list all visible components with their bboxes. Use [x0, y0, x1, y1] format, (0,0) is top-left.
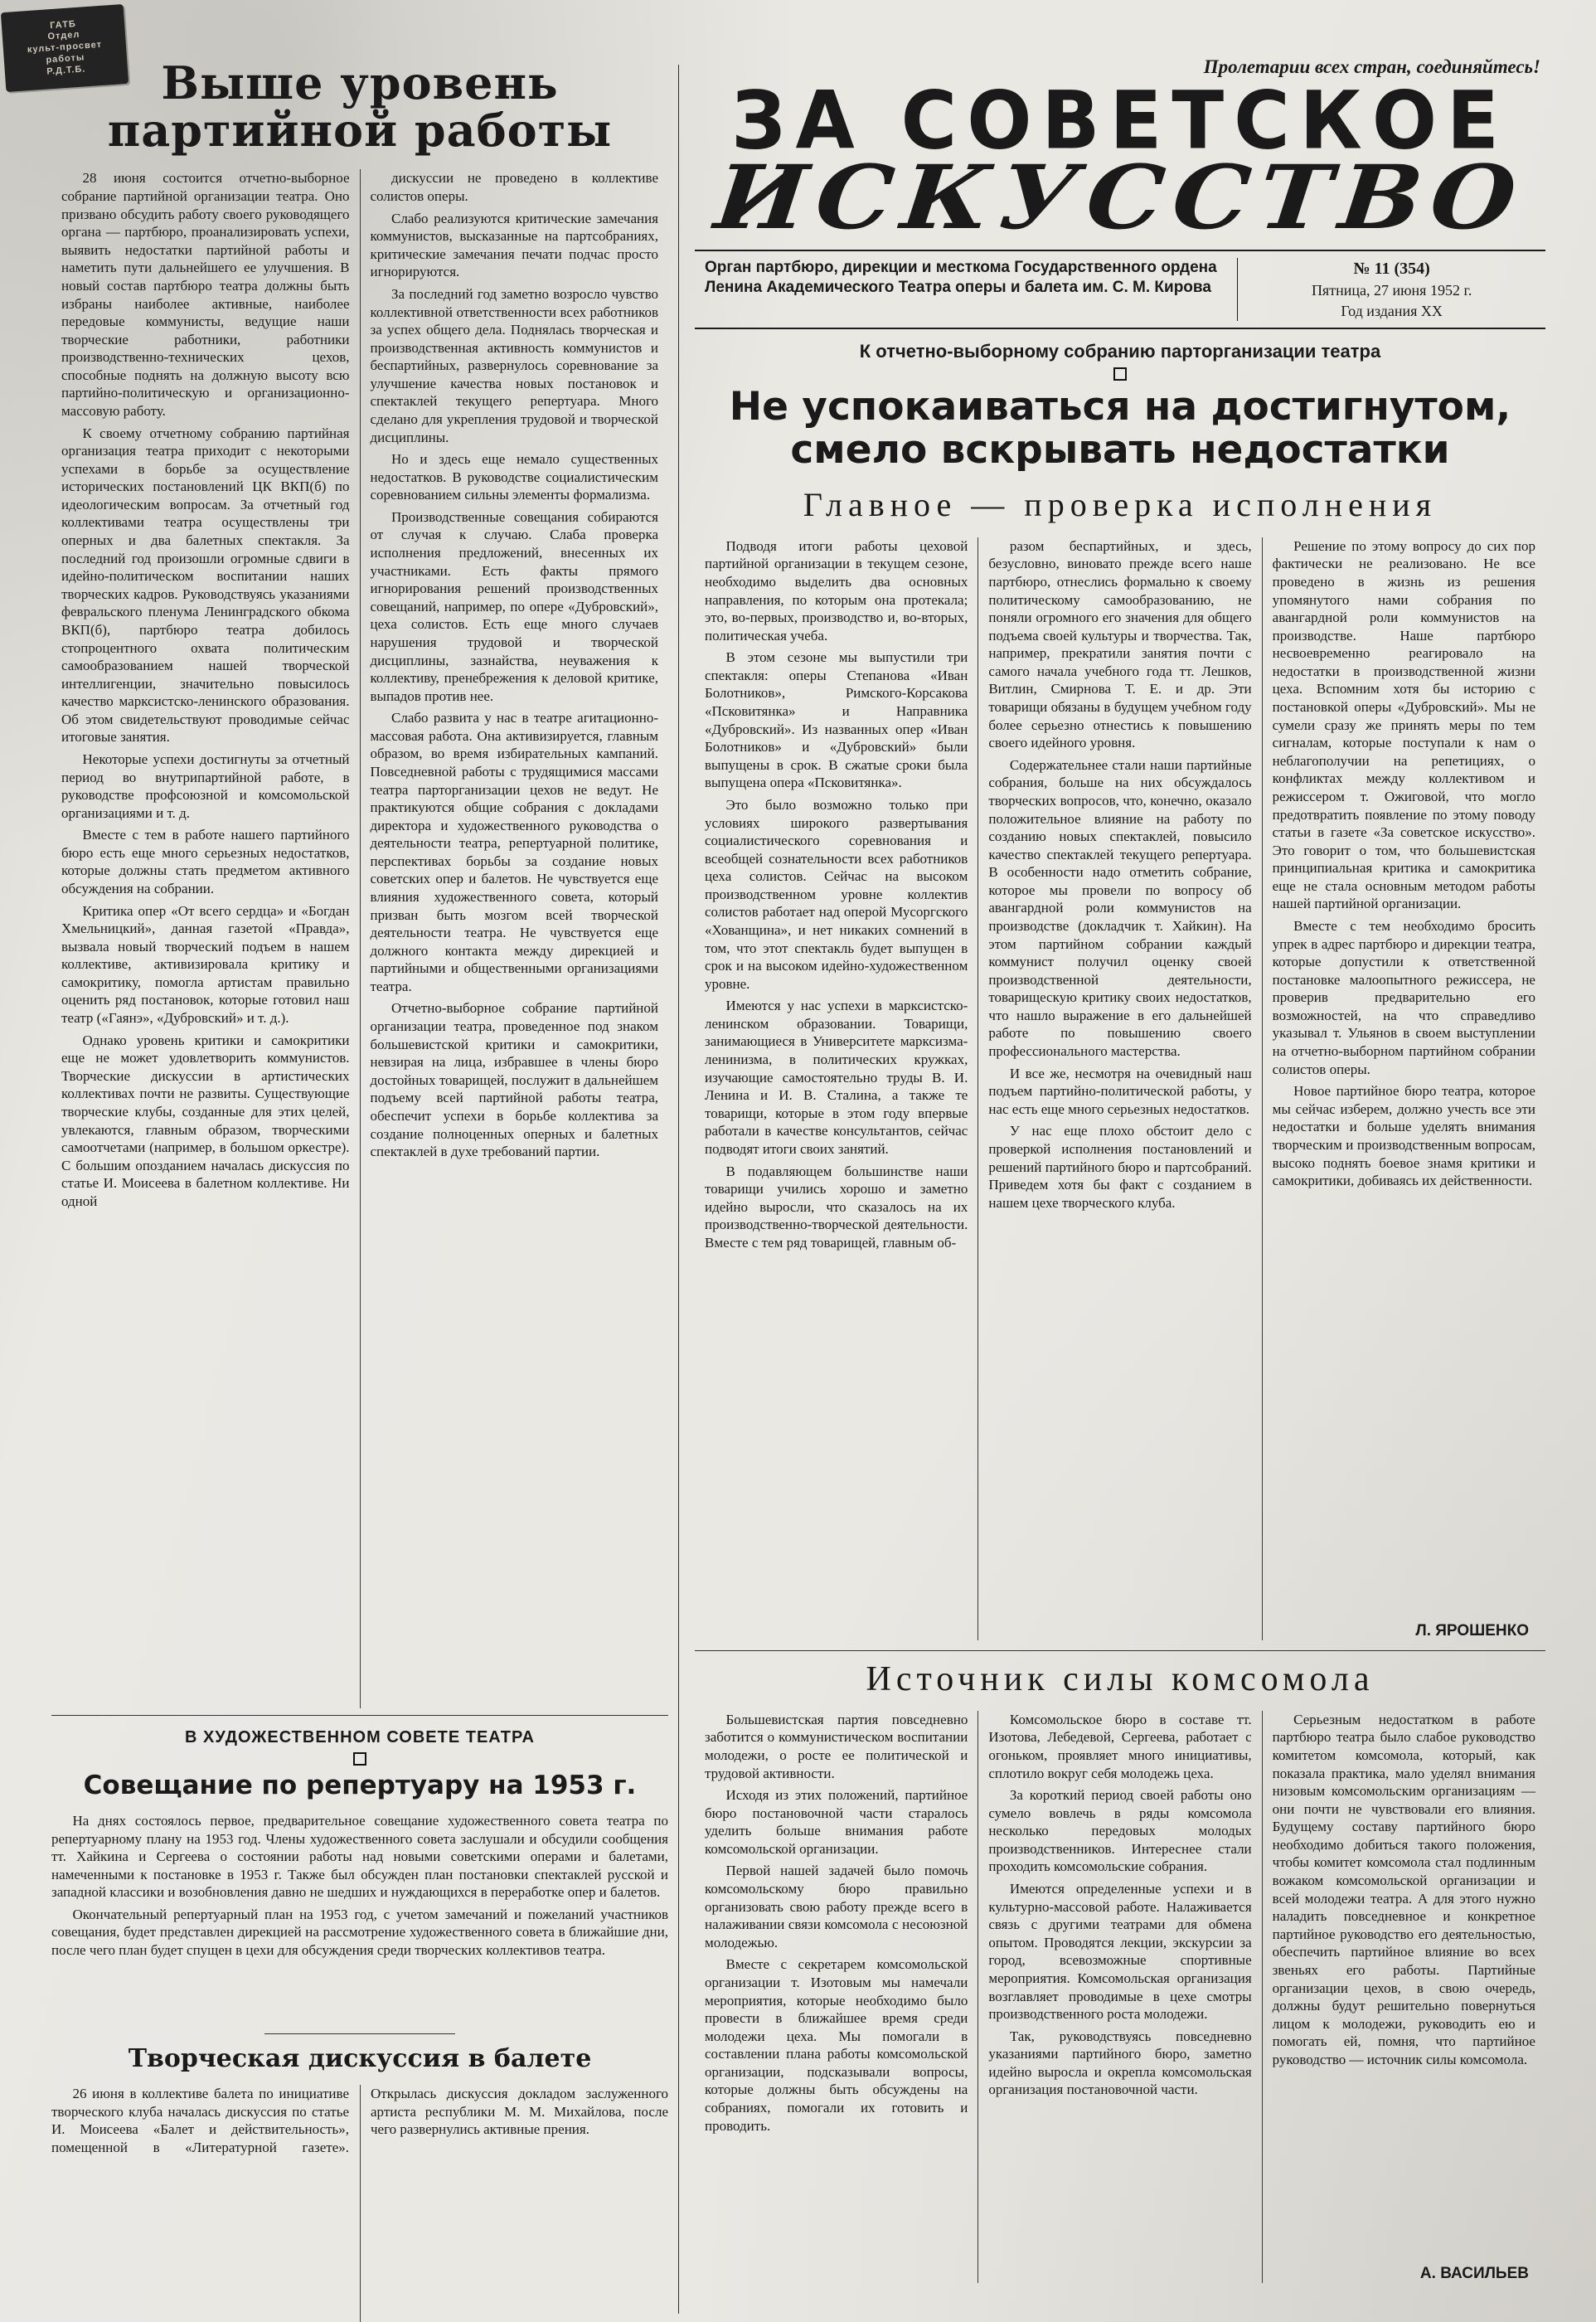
- main-article-headline: [695, 384, 1545, 474]
- paragraph: Новое партийное бюро театра, которое мы сейчас изберем, должно учесть все эти недостатки и больше уделять внимания творческим и производственным вопросам, высоко поднять боевое знамя критики и самокритики, добиваясь их действенности.: [1272, 1083, 1535, 1189]
- paragraph: Вместе с тем в работе нашего партийного бюро есть еще много серьезных недостатков, которые должны стать предметом активного обсуждения на собрании.: [61, 827, 350, 897]
- stamp-line: работы: [46, 52, 85, 66]
- issue-info: [1237, 258, 1545, 322]
- vertical-rule: [678, 65, 679, 2314]
- horizontal-rule: [264, 2033, 455, 2034]
- komsomol-title: Источник силы комсомола: [866, 1659, 1375, 1698]
- horizontal-rule: [51, 1715, 668, 1716]
- issue-date: Пятница, 27 июня 1952 г.: [1311, 281, 1472, 299]
- left-article-column-1: [51, 169, 360, 1708]
- square-ornament-icon: [1113, 367, 1127, 381]
- paragraph: Это было возможно только при условиях широкого развертывания социалистического соревнования и всеобщей сознательности всех работников цеха солистов. Сейчас на высоком производственном уровне коллектив солистов работает над оперой Мусоргского «Хованщина», и нет никаких сомнений в том, что этот спектакль будет выпущен в срок и на высоком идейно-художественном уровне.: [705, 796, 968, 992]
- paragraph: Подводя итоги работы цеховой партийной организации в текущем сезоне, необходимо выделить два основных направления, по которым она протекала; это, во-первых, производство и, во-вторых, политическая учеба.: [705, 537, 968, 644]
- stamp-line: ГАТБ: [49, 18, 77, 31]
- komsomol-section: [695, 1650, 1545, 2283]
- paragraph: Исходя из этих положений, партийное бюро постановочной части старалось уделить больше внимания работе комсомольской организации.: [705, 1787, 968, 1857]
- paragraph: У нас еще плохо обстоит дело с проверкой исполнения постановлений и решений партийного бюро и партсобраний. Приведем хотя бы факт с созданием в нашем цехе творческого клуба.: [988, 1123, 1252, 1211]
- art-council-kicker: В ХУДОЖЕСТВЕННОМ СОВЕТЕ ТЕАТРА: [185, 1728, 535, 1746]
- paragraph: Производственные совещания собираются от случая к случаю. Слаба проверка исполнения предложений, внесенных их участниками. Есть факты прямого игнорирования решений производственных совещаний, например, по опере «Дубровский», цеха солистов. Есть еще много случаев нарушения трудовой и творческой дисциплины, зазнайства, неуважения к коллективу, пренебрежения к деловой критике, выпадов против нее.: [370, 508, 658, 704]
- paragraph: Но и здесь еще немало существенных недостатков. В руководстве социалистическим соревнованием сильны элементы формализма.: [370, 451, 658, 503]
- paragraph: На днях состоялось первое, предварительное совещание художественного совета театра по репертуарному плану на 1953 год. Члены художественного совета заслушали и обсудили сообщения тт. Хайкина и Сергеева о состоянии работы над новыми советскими операми и балетами, намеченными к постановке в 1953 г. Также был обсужден план постановки спектаклей русской и западной классики и возобновления давно не шедших и нуждающихся в переработке опер и балетов.: [51, 1813, 668, 1901]
- paragraph: Некоторые успехи достигнуты за отчетный период во внутрипартийной работе, в руководстве профсоюзной и комсомольской организациями и т. д.: [61, 751, 350, 821]
- masthead-info-bar: [695, 250, 1545, 330]
- paragraph: Большевистская партия повседневно заботится о коммунистическом воспитании молодежи, о росте ее политической и трудовой активности.: [705, 1711, 968, 1781]
- paragraph: В подавляющем большинстве наши товарищи учились хорошо и заметно идейно выросли, что сказалось на их производственно-творческой деятельности. Вместе с тем ряд товарищей, главным об-: [705, 1163, 968, 1251]
- main-article-kicker-row: [695, 341, 1545, 381]
- stamp-line: культ-просвет: [27, 39, 103, 56]
- paragraph: Окончательный репертуарный план на 1953 год, с учетом замечаний и пожеланий участников совещания, будет представлен дирекцией на рассмотрение художественного совета в ближайшие дни, после чего план будет спущен в цехи для обсуждения среди творческих коллективов театра.: [51, 1906, 668, 1959]
- left-article-title-line2: партийной работы: [107, 104, 613, 158]
- paragraph: Вместе с тем необходимо бросить упрек в адрес партбюро и дирекции театра, которые допустили к ответственной постановке малоопытного режиссера, не проверив предварительно его возможностей, на что справедливо указывал т. Ульянов в своем выступлении на отчетно-выборном партийном собрании солистов оперы.: [1272, 917, 1535, 1077]
- main-article-column-3: [1262, 537, 1545, 1640]
- komsomol-column-2: [977, 1711, 1261, 2283]
- komsomol-column-1: [695, 1711, 977, 2283]
- paragraph: За последний год заметно возросло чувство коллективной ответственности всех работников за успех общего дела. Поднялась творческая и производственная активность коммунистов и беспартийных, развернулось соревнование за улучшение качества новых постановок и спектаклей текущего репертуара. Много сделано для укрепления трудовой и творческой дисциплины.: [370, 285, 658, 445]
- paragraph: Слабо развита у нас в театре агитационно-массовая работа. Она активизируется, главным образом, во время избирательных кампаний. Повседневной работы с трудящимися массами театра парторганизации цехов не ведут. Не практикуются общие собрания с докладами директора и художественного руководства о деятельности театра, репертуарной политике, перспективах борьбы за создание новых советских опер и балетов. Не чувствуется еще влияния художественного совета, который призван быть мозгом всей творческой деятельности театра. Не чувствуется еще должного контакта между дирекцией и партийными и общественными организациями театра.: [370, 710, 658, 994]
- square-ornament-icon: [353, 1752, 366, 1766]
- paragraph: 28 июня состоится отчетно-выборное собрание партийной организации театра. Оно призвано обсудить работу своего руководящего органа — партбюро, проанализировать успехи, выявить недостатки партийной работы и наметить пути дальнейшего ее улучшения. В новый состав партбюро театра должны быть избраны наиболее активные, наиболее передовые коммунисты, ведущие наши творческие работники, работники производственно-технических цехов, способные поднять на должную высоту всю партийно-политическую и организационно-массовую работу.: [61, 170, 350, 419]
- left-article-columns: [51, 169, 668, 1708]
- right-region: [695, 56, 1545, 2283]
- paragraph: Вместе с секретарем комсомольской организации т. Изотовым мы намечали мероприятия, которые необходимо было провести в ближайшее время среди молодежи цеха. Мы помогали в составлении плана работы комсомольской организации, подсказывали вопросы, которые должны быть обсуждены на собраниях, помогали их готовить и проводить.: [705, 1956, 968, 2134]
- art-council-title: Совещание по репертуару на 1953 г.: [83, 1771, 637, 1800]
- main-article-kicker: К отчетно-выборному собранию парторганизации театра: [859, 341, 1381, 362]
- author-signature: Л. ЯРОШЕНКО: [1415, 1621, 1529, 1639]
- main-article-subhead: Главное — проверка исполнения: [803, 485, 1438, 523]
- main-headline-line1: Не успокаиваться на достигнутом,: [729, 384, 1511, 430]
- paragraph: Решение по этому вопросу до сих пор фактически не реализовано. Не все проведено в жизнь из решения упомянутого нами собрания по авангардной роли коммунистов на производстве. Наше партбюро несвоевременно реагировало на недостатки в производственной жизни цеха. Вспомним хотя бы историю с постановкой оперы «Дубровский». Мы не сумели сразу же принять меры по тем сигналам, которые поступали к нам о неблагополучии на репетициях, о конфликтах между коллективом и режиссером т. Ожиговой, что могло предотвратить появление по этому поводу статьи в газете «За советское искусство». Это говорит о том, что большевистская принципиальная критика и самокритика еще не стала основным методом работы нашей партийной организации.: [1272, 537, 1535, 912]
- paragraph: 26 июня в коллективе балета по инициативе творческого клуба началась дискуссия по статье И. Моисеева «Балет и действительность», помещенной в «Литературной газете». Открылась дискуссия докладом заслуженного артиста республики М. М. Михайлова, после чего развернулись активные прения.: [51, 2086, 668, 2155]
- slogan: Пролетарии всех стран, соединяйтесь!: [1203, 56, 1540, 77]
- masthead-title-line2: ИСКУССТВО: [710, 145, 1531, 249]
- stamp-line: Р.Д.Т.Б.: [46, 63, 86, 77]
- komsomol-columns: [695, 1711, 1545, 2283]
- main-article-column-2: [977, 537, 1261, 1640]
- left-article-title-line1: Выше уровень: [161, 56, 559, 109]
- main-headline-line2: смело вскрывать недостатки: [790, 427, 1450, 474]
- main-article-column-1: [695, 537, 977, 1640]
- paragraph: Имеются у нас успехи в марксистско-ленинском образовании. Товарищи, занимающиеся в Университете марксизма-ленинизма, в политических кружках, изучающие самостоятельно труды В. И. Ленина и И. В. Сталина, а также те товарищи, которые в этом году впервые работали в качестве консультантов, сейчас подводят итоги своих занятий.: [705, 998, 968, 1157]
- paragraph: Комсомольское бюро в составе тт. Изотова, Лебедевой, Сергеева, работает с огоньком, проявляет много инициативы, сплотило вокруг себя молодежь цеха.: [988, 1711, 1252, 1781]
- paragraph: За короткий период своей работы оно сумело вовлечь в ряды комсомола несколько передовых молодых производственников. Интереснее стали проходить комсомольские собрания.: [988, 1787, 1252, 1875]
- paragraph: К своему отчетному собранию партийная организация театра приходит с некоторыми успехами в борьбе за осуществление исторических постановлений ЦК ВКП(б) по идеологическим вопросам. За отчетный год коллективами театра осуществлены три оперных и два балетных спектакля. За последний год произошли огромные сдвиги в идейно-политическом воспитании наших творческих кадров. Руководствуясь указаниями февральского пленума Ленинградского обкома ВКП(б), партбюро театра добилось стопроцентного охвата политическим самообразованием нашей творческой интеллигенции, значительно повысилось качество марксистско-ленинского образования. Об этом свидетельствуют проводимые сейчас итоговые занятия.: [61, 425, 350, 746]
- issue-number: № 11 (354): [1353, 259, 1430, 278]
- paragraph: разом беспартийных, и здесь, безусловно, виновато прежде всего наше партбюро, отнеслись формально к своему политическому самообразованию, не поняли огромного его значения для общего подъема своей культуры и творчества. Так, например, прекратили занятия почти с самого начала учебного года тт. Лешков, Витлин, Смирнова Т. Е. и др. Эти товарищи обязаны в будущем учебном году более серьезно отнестись к повышению своего идейного уровня.: [988, 537, 1252, 751]
- paragraph: Критика опер «От всего сердца» и «Богдан Хмельницкий», данная газетой «Правда», вызвала новый творческий подъем в нашем коллективе, активизировала критику и самокритику, помогла артистам правильно оценить ряд постановок, которые готовил наш театр («Гаянэ», «Дубровский» и т. д.).: [61, 902, 350, 1027]
- paragraph: В этом сезоне мы выпустили три спектакля: оперы Степанова «Иван Болотников», Римского-Корсакова «Псковитянка» и Направника «Дубровский». Из названных опер «Иван Болотников» и «Дубровский» были выпущены в срок. В сжатые сроки была выпущена опера «Псковитянка».: [705, 649, 968, 791]
- ballet-discussion-body: [51, 2085, 668, 2322]
- paragraph: Так, руководствуясь повседневно указаниями партийного бюро, заметно идейно выросла и окрепла комсомольская организация постановочной части.: [988, 2028, 1252, 2098]
- paragraph: Содержательнее стали наши партийные собрания, больше на них обсуждалось творческих вопросов, что, конечно, оказало положительное влияние на работу по созданию новых спектаклей, повысило качество спектаклей текущего репертуара. В особенности надо отметить собрание, которое мы провели по вопросу об авангардной роли коммунистов на производстве (докладчик т. Хайкин). На этом партийном собрании каждый коммунист получил оценку своей производственной деятельности, товарищескую критику своих недостатков, что нашло выражение в его дальнейшей работе по повышению своего профессионального мастерства.: [988, 756, 1252, 1060]
- paragraph: Слабо реализуются критические замечания коммунистов, высказанные на партсобраниях, критические замечания печати подчас просто игнорируются.: [370, 210, 658, 280]
- author-signature: А. ВАСИЛЬЕВ: [1419, 2264, 1529, 2282]
- paragraph: Серьезным недостатком в работе партбюро театра было слабое руководство комитетом комсомола, который, как показала практика, мало уделял внимания низовым комсомольским организациям — они почти не чувствовали его влияния. Будущему составу партийного бюро необходимо добиться такого положения, чтобы комитет комсомола стал подлинным вожаком комсомольской организации и всей молодежи театра. А для этого нужно наладить повседневное и конкретное партийное руководство его деятельностью, обеспечить партийное влияние во всех звеньях его работы. Партийные организации цехов, в свою очередь, должны будут решительно повернуться лицом к молодежи, руководить ею и помогать ей, помня, что партийное руководство — источник силы комсомола.: [1272, 1711, 1535, 2067]
- art-council-section: [51, 1728, 668, 2021]
- edition-year: Год издания XX: [1341, 303, 1443, 320]
- masthead-title-line1: ЗА СОВЕТСКОЕ: [731, 74, 1509, 168]
- paragraph: Первой нашей задачей было помочь комсомольскому бюро правильно организовать свою работу прежде всего в налаживании связи комсомола с несоюзной молодежью.: [705, 1863, 968, 1950]
- art-council-body: [51, 1812, 668, 2021]
- organ-line: Орган партбюро, дирекции и месткома Государственного ордена Ленина Академического Театра оперы и балета им. С. М. Кирова: [705, 258, 1217, 297]
- left-editorial-article: [51, 56, 668, 1708]
- main-article-columns: [695, 537, 1545, 1640]
- paragraph: дискуссии не проведено в коллективе солистов оперы.: [370, 170, 658, 205]
- paragraph: Однако уровень критики и самокритики еще не может удовлетворить коммунистов. Творческие дискуссии в артистических коллективах почти не развиты. Существующие творческие клубы, созданные для этих целей, увлекаются, главным образом, творческими самоотчетами (например, в большом оркестре). С большим опозданием началась дискуссия по статье И. Моисеева в балетном коллективе. Ни одной: [61, 1032, 350, 1209]
- paragraph: Отчетно-выборное собрание партийной организации театра, проведенное под знаком большевистской критики и самокритики, невзирая на лица, избравшее в члены бюро достойных товарищей, послужит в дальнейшем подъему всей партийной работы театра, обеспечит успехи в борьбе коллектива за создание полноценных оперных и балетных спектаклей в духе требований партии.: [370, 1000, 658, 1160]
- paragraph: И все же, несмотря на очевидный наш подъем партийно-политической работы, у нас есть еще много серьезных недостатков.: [988, 1065, 1252, 1117]
- ballet-discussion-title: Творческая дискуссия в балете: [128, 2044, 592, 2073]
- paragraph: Имеются определенные успехи и в культурно-массовой работе. Налаживается связь с другими театрами для обмена опытом. Проводятся лекции, экскурсии за город, всевозможные спортивные мероприятия. Комсомольская организация возглавляет проводимые в цехе смотры производственного роста молодежи.: [988, 1881, 1252, 2023]
- left-article-title: [51, 56, 668, 158]
- stamp-line: Отдел: [47, 30, 80, 42]
- left-article-column-2: [360, 169, 669, 1708]
- ballet-discussion-section: [51, 2033, 668, 2322]
- komsomol-column-3: [1262, 1711, 1545, 2283]
